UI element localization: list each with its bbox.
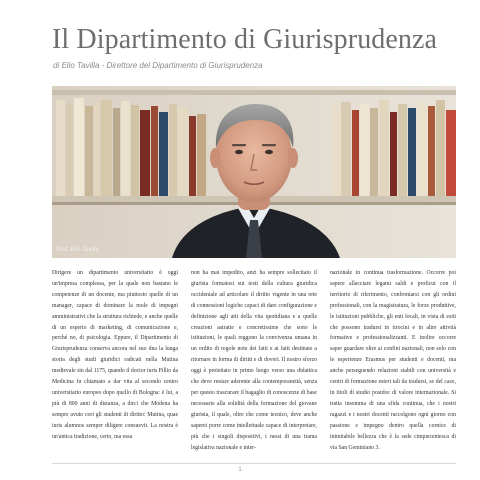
body-column-3 xyxy=(330,268,456,453)
body-text: non ha mai impedito, anzi ha sempre sollecitato il giurista formatosi sui testi della cultura giuridica occidentale ad articolare il diritto vigente in una rete di connessioni logiche capaci di dare configurazione e definizione agli atti della vita quotidiana e a quelle creazioni astratte e concretissime che sono le istituzioni, le quali reggono la convivenza umana in un ordito di regole note dei fatti e ai fatti destinate a ritornare in forma di diritti e di doveri. Il nostro sforzo oggi è proiettato in primo luogo verso una didattica che deve restare aderente alla contemporaneità, senza per questo trascurare il bagaglio di conoscenze di base necessarie alla solidità della formazione del giovane giurista, il quale, oltre che come tecnico, deve anche saperei porre come intellettuale capace di interpretare, più che i singoli dispositivi, i nessi di una trama legislativa nazionale e inter- xyxy=(191,270,317,451)
portrait-photo xyxy=(52,86,456,258)
body-column-2 xyxy=(191,268,317,453)
article-body xyxy=(52,268,456,464)
photo-caption: Prof. Elio Tavilla xyxy=(56,247,99,253)
body-text: Dirigere un dipartimento universitario è oggi un'impresa complessa, per la quale non bastano le competenze di un docente, ma piuttosto quelle di un manager, capace di dominare la mole di impegni amministrativi che la struttura richiede, e anche quelle di un esperto di marketing, di comunicazione e, perché no, di psicologia. Eppure, il Dipartimento di Giurisprudenza conserva ancora nel suo dna la lunga storia degli studi giuridici radicati nella Mutina medievale sin dal 1175, quando il doctor iuris Pillio da Medicina fu chiamato a dar vita al secondo centro universitario europeo dopo quello di Bologna: è lui, a più di 800 anni di distanza, a dirci che Modena ha sempre avuto cori gli studenti di diritto: Mutina, quae iuris alumnos semper diligere consuevit. La nostra è un'antica tradizione, certo, ma essa xyxy=(52,270,178,440)
body-text: nazionale in continua trasformazione. Occorre poi sapere allacciare legami saldi e proficui con il territorio di riferimento, confrontarsi con gli ordini professionali, con la magistratura, le forze produttive, le istituzioni pubbliche, gli enti locali, in vista di esiti che possono tradursi in tirocini e in altre attività formative e professionalizzanti. E inoltre occorre saper guardare oltre ai confini nazionali, non solo con le esperienze Erasmus per studenti e docenti, ma anche perseguendo relazioni stabili con università e centri di formazione esteri tali da tradursi, se del caso, in titoli di studio postdoc di valore internazionale. Si tratta insomma di una sfida continua, che i nostri ragazzi e i nostri docenti raccolgono ogni giorno con passione e impegno dentro quella cornice di inimitabile bellezza che è la sede cinquecentesca di via San Geminiano 3. xyxy=(330,270,456,451)
body-column-1 xyxy=(52,268,178,443)
portrait-illustration xyxy=(52,86,456,258)
article-title: Il Dipartimento di Giurisprudenza xyxy=(52,24,438,55)
footer-divider xyxy=(52,463,456,464)
article-byline: di Elio Tavilla - Direttore del Dipartimento di Giurisprudenza xyxy=(53,61,263,70)
page-number: 1 xyxy=(238,467,242,473)
